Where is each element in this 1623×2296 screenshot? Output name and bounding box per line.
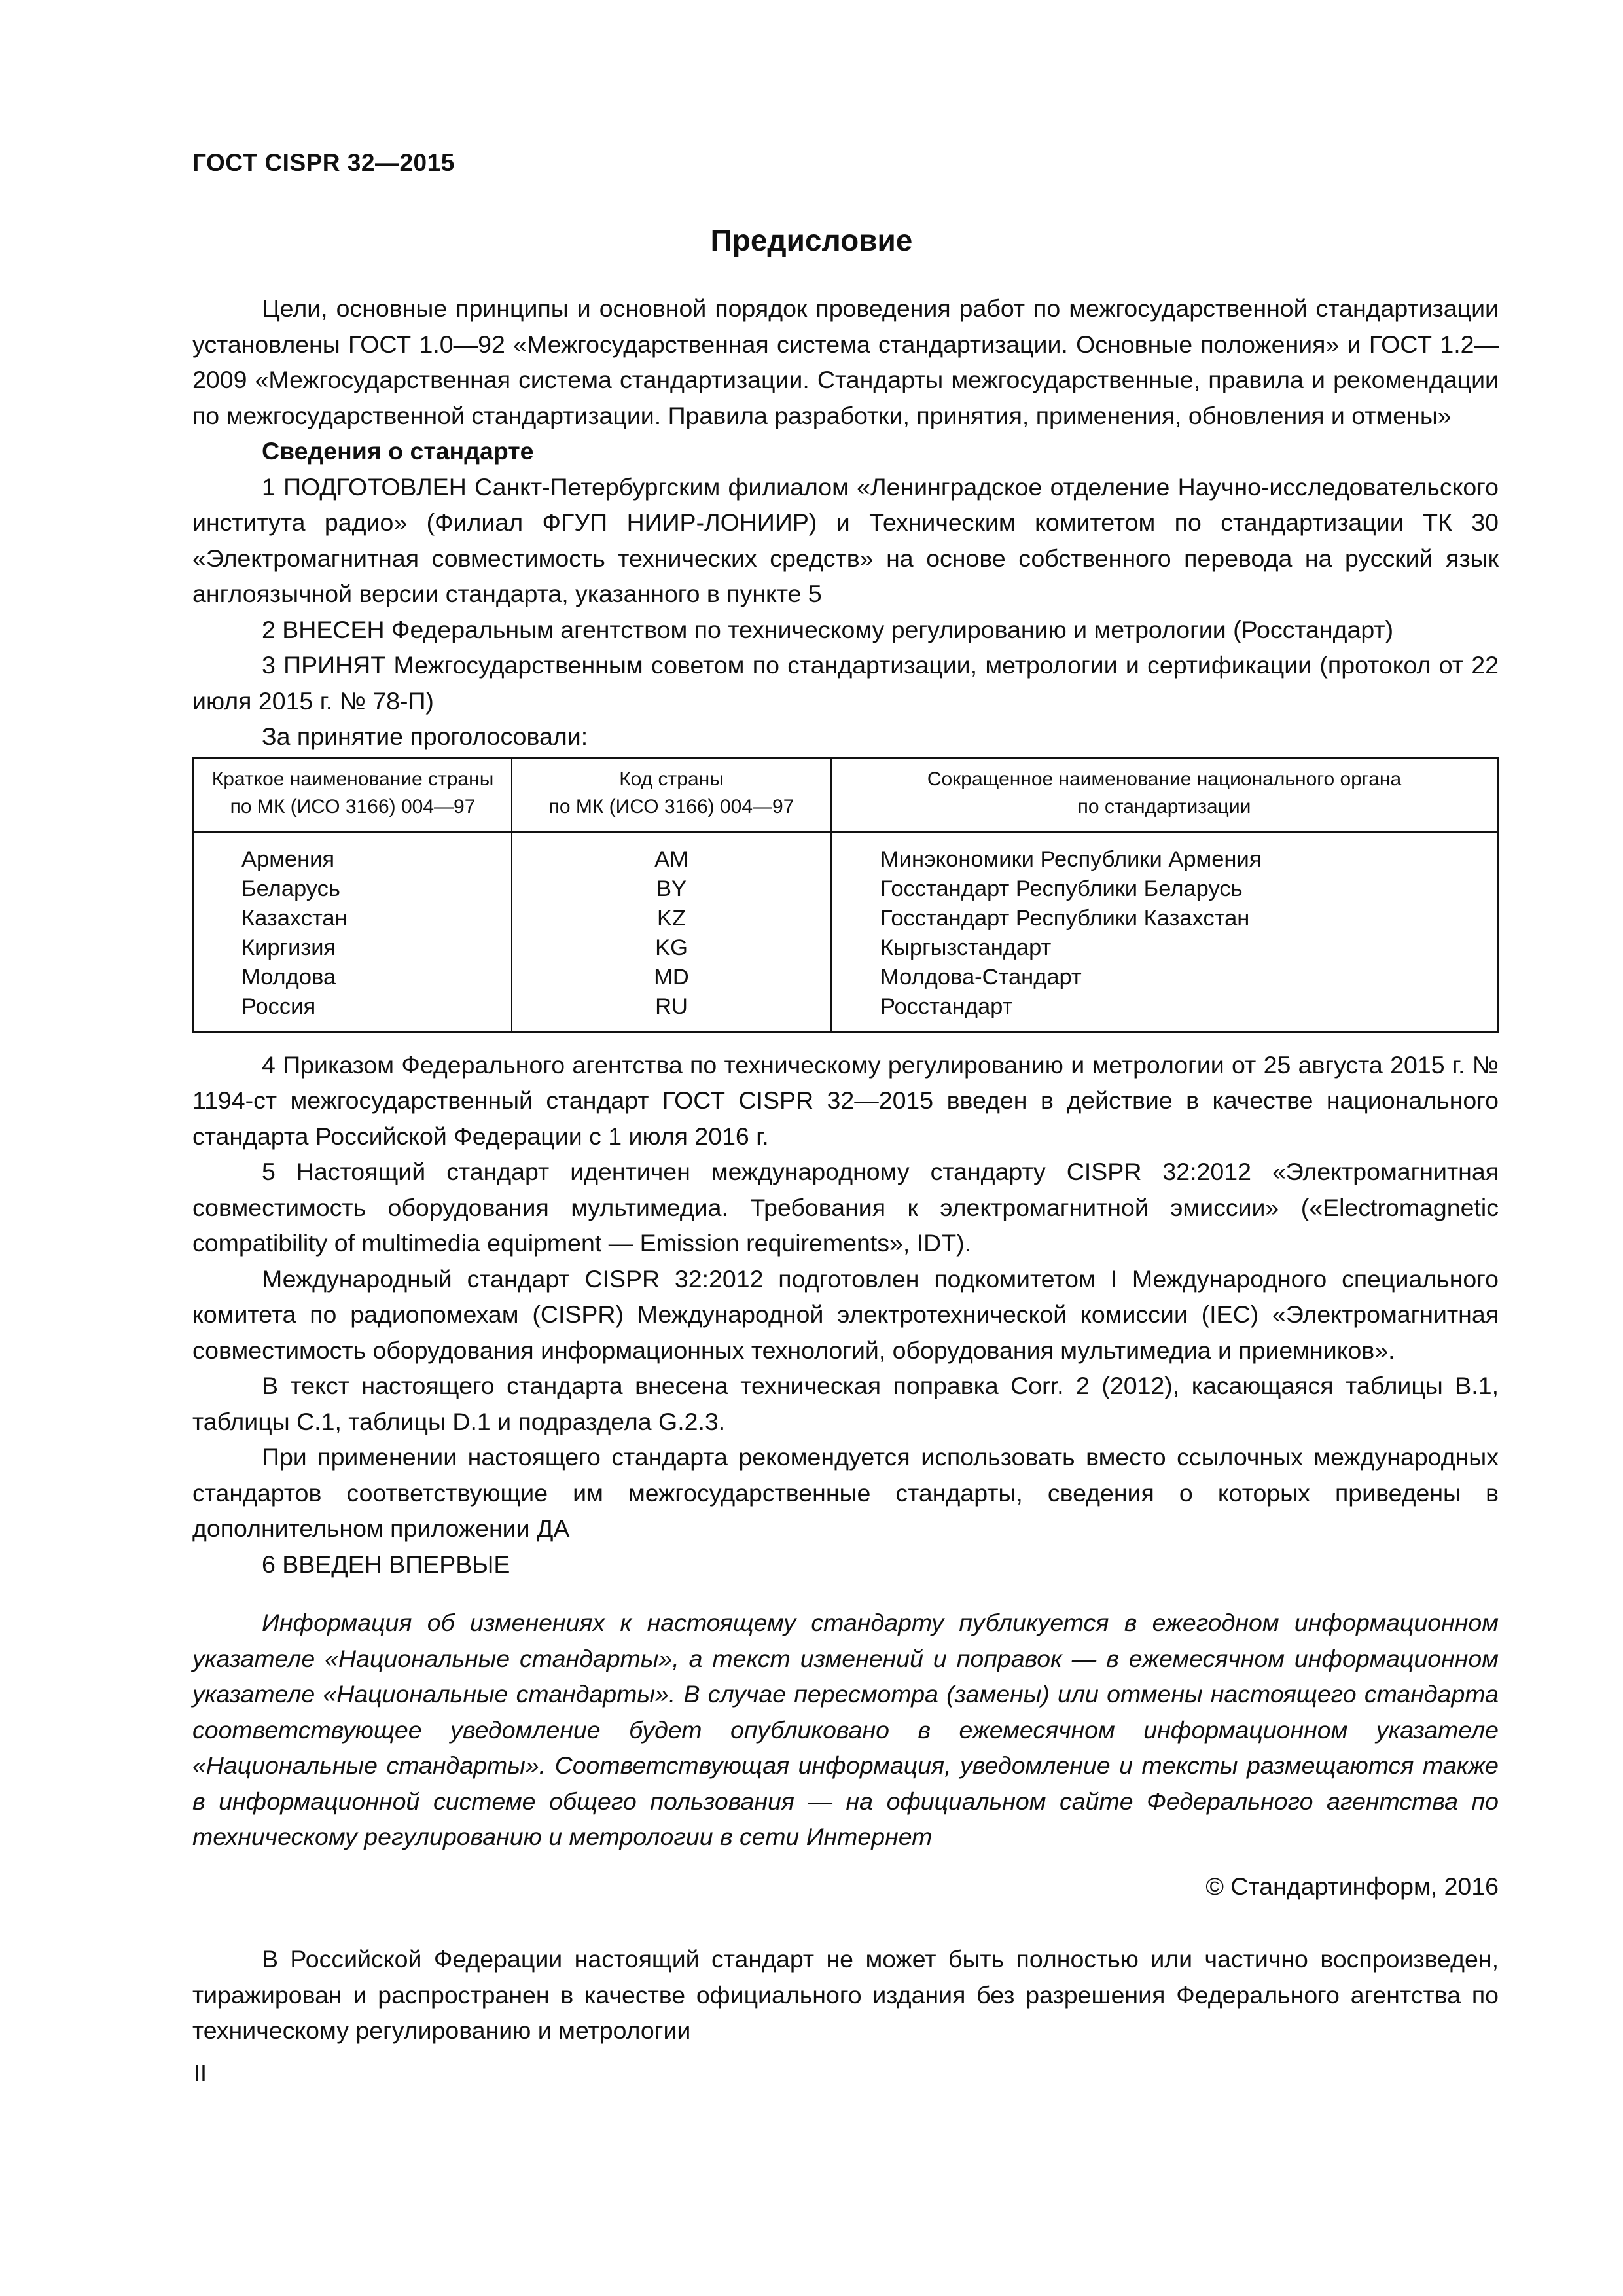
table-row (194, 832, 1498, 874)
country-cell: Киргизия (241, 935, 336, 960)
page-number: II (194, 2060, 207, 2087)
code-cell: AM (512, 832, 831, 874)
org-cell: Росстандарт (831, 992, 1498, 1032)
table-row (194, 992, 1498, 1032)
code-cell: MD (512, 963, 831, 992)
table-row (194, 963, 1498, 992)
country-cell: Беларусь (241, 876, 340, 901)
country-cell: Россия (241, 994, 316, 1019)
column-header-org (831, 758, 1498, 832)
table-row (194, 874, 1498, 904)
item-5-correction: В текст настоящего стандарта внесена техническая поправка Corr. 2 (2012), касающаяся таблицы B.1, таблицы C.1, таблицы D.1 и подраздела G.2.3. (192, 1372, 1499, 1435)
org-cell: Госстандарт Республики Казахстан (831, 904, 1498, 933)
code-cell: RU (512, 992, 831, 1032)
column-header-org-line2: по стандартизации (1077, 795, 1251, 817)
code-cell: KG (512, 933, 831, 963)
table-row (194, 904, 1498, 933)
changes-notice: Информация об изменениях к настоящему стандарту публикуется в ежегодном информационном указателе «Национальные стандарты», а текст изменений и поправок — в ежемесячном информационном указателе «Национальные стандарты». В случае пересмотра (замены) или отмены настоящего стандарта соответствующее уведомление будет опубликовано в ежемесячном информационном указателе «Национальные стандарты». Соответствующая информация, уведомление и тексты размещаются также в информационной системе общего пользования — на официальном сайте Федерального агентства по техническому регулированию и метрологии в сети Интернет (192, 1609, 1499, 1850)
code-cell: KZ (512, 904, 831, 933)
table-row (194, 933, 1498, 963)
org-cell: Минэкономики Республики Армения (831, 832, 1498, 874)
column-header-code-line2: по МК (ИСО 3166) 004—97 (548, 795, 794, 817)
item-1-prepared: 1 ПОДГОТОВЛЕН Санкт-Петербургским филиалом «Ленинградское отделение Научно-исследовательского института радио» (Филиал ФГУП НИИР-ЛОНИИР) и Техническим комитетом по стандартизации ТК 30 «Электромагнитная совместимость технических средств» на основе собственного перевода на русский язык англоязычной версии стандарта, указанного в пункте 5 (192, 473, 1499, 607)
reproduction-rights: В Российской Федерации настоящий стандарт не может быть полностью или частично воспроизведен, тиражирован и распространен в качестве официального издания без разрешения Федерального агентства по техническому регулированию и метрологии (192, 1945, 1499, 2044)
item-5-identical: 5 Настоящий стандарт идентичен международному стандарту CISPR 32:2012 «Электромагнитная совместимость оборудования мультимедиа. Требования к электромагнитной эмиссии» («Electromagnetic compatibility of multimedia equipment — Emission requirements», IDT). (192, 1158, 1499, 1257)
table-header-row (194, 758, 1498, 832)
org-cell: Молдова-Стандарт (831, 963, 1498, 992)
item-3-adopted: 3 ПРИНЯТ Межгосударственным советом по стандартизации, метрологии и сертификации (протокол от 22 июля 2015 г. № 78-П) (192, 651, 1499, 715)
voting-countries-table (192, 757, 1499, 1033)
column-header-code (512, 758, 831, 832)
column-header-code-line1: Код страны (619, 768, 724, 790)
code-cell: BY (512, 874, 831, 904)
document-code-header: ГОСТ CISPR 32—2015 (192, 149, 455, 176)
item-6-first-introduced: 6 ВВЕДЕН ВПЕРВЫЕ (262, 1550, 510, 1578)
column-header-country-line1: Краткое наименование страны (211, 768, 494, 790)
intro-paragraph: Цели, основные принципы и основной порядок проведения работ по межгосударственной стандартизации установлены ГОСТ 1.0—92 «Межгосударственная система стандартизации. Основные положения» и ГОСТ 1.2—2009 «Межгосударственная система стандартизации. Стандарты межгосударственные, правила и рекомендации по межгосударственной стандартизации. Правила разработки, принятия, применения, обновления и отмены» (192, 295, 1499, 429)
item-4-order: 4 Приказом Федерального агентства по техническому регулированию и метрологии от 25 августа 2015 г. № 1194-ст межгосударственный стандарт ГОСТ CISPR 32—2015 введен в действие в качестве национального стандарта Российской Федерации с 1 июля 2016 г. (192, 1050, 1499, 1150)
org-cell: Госстандарт Республики Беларусь (831, 874, 1498, 904)
country-cell: Армения (241, 846, 335, 872)
item-5-references: При применении настоящего стандарта рекомендуется использовать вместо ссылочных международных стандартов соответствующие им межгосударственные стандарты, сведения о которых приведены в дополнительном приложении ДА (192, 1443, 1499, 1542)
item-2-introduced: 2 ВНЕСЕН Федеральным агентством по техническому регулированию и метрологии (Росстандарт) (262, 615, 1394, 643)
copyright-line: © Стандартинформ, 2016 (1205, 1873, 1499, 1900)
column-header-country (194, 758, 512, 832)
column-header-org-line1: Сокращенное наименование национального органа (927, 768, 1402, 790)
org-cell: Кыргызстандарт (831, 933, 1498, 963)
foreword-body (192, 291, 1499, 1582)
page-title: Предисловие (710, 223, 913, 257)
country-cell: Молдова (241, 964, 336, 990)
standard-info-heading: Сведения о стандарте (262, 437, 534, 465)
column-header-country-line2: по МК (ИСО 3166) 004—97 (230, 795, 476, 817)
item-5-prepared-by: Международный стандарт CISPR 32:2012 подготовлен подкомитетом I Международного специального комитета по радиопомехам (CISPR) Международной электротехнической комиссии (IEC) «Электромагнитная совместимость оборудования информационных технологий, оборудования мультимедиа и приемников». (192, 1265, 1499, 1364)
voted-label: За принятие проголосовали: (262, 723, 588, 750)
country-cell: Казахстан (241, 905, 348, 931)
